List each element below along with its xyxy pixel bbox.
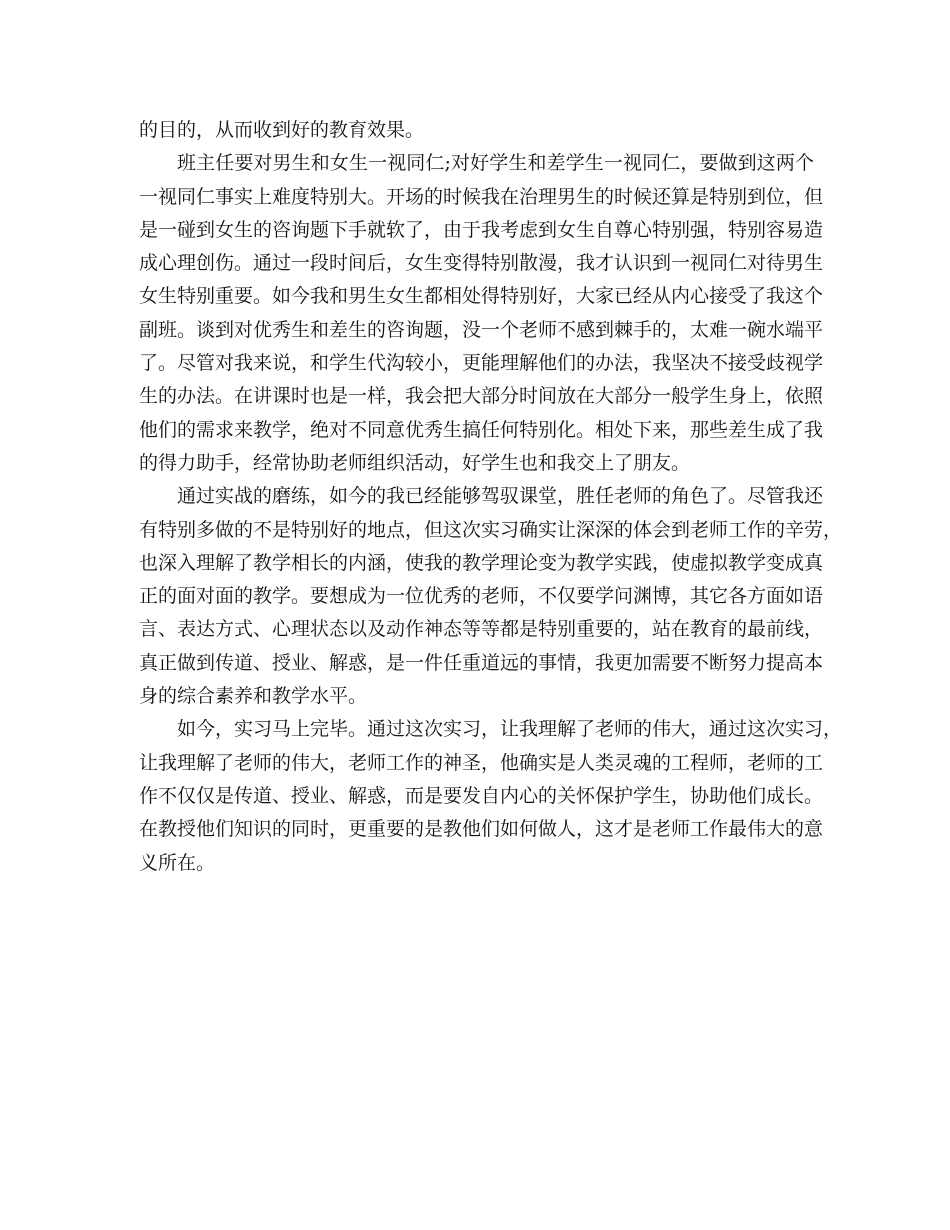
text-line: 是一碰到女生的咨询题下手就软了，由于我考虑到女生自尊心特别强，特别容易造 (139, 218, 824, 241)
text-line: 生的办法。在讲课时也是一样，我会把大部分时间放在大部分一般学生身上，依照 (139, 385, 824, 408)
text-line: 有特别多做的不是特别好的地点，但这次实习确实让深深的体会到老师工作的辛劳， (139, 518, 843, 541)
text-line: 言、表达方式、心理状态以及动作神态等等都是特别重要的，站在教育的最前线， (139, 618, 824, 641)
text-line: 副班。谈到对优秀生和差生的咨询题，没一个老师不感到棘手的，太难一碗水端平 (139, 318, 824, 341)
text-line: 的得力助手，经常协助老师组织活动，好学生也和我交上了朋友。 (139, 451, 691, 474)
text-line: 义所在。 (139, 851, 216, 874)
text-line: 真正做到传道、授业、解惑，是一件任重道远的事情，我更加需要不断努力提高本 (139, 651, 824, 674)
text-line: 如今，实习马上完毕。通过这次实习，让我理解了老师的伟大，通过这次实习， (177, 718, 843, 741)
text-line: 作不仅仅是传道、授业、解惑，而是要发自内心的关怀保护学生，协助他们成长。 (139, 784, 824, 807)
text-line: 也深入理解了教学相长的内涵，使我的教学理论变为教学实践，使虚拟教学变成真 (139, 551, 824, 574)
text-line: 在教授他们知识的同时，更重要的是教他们如何做人，这才是老师工作最伟大的意 (139, 818, 824, 841)
text-line: 班主任要对男生和女生一视同仁;对好学生和差学生一视同仁，要做到这两个 (177, 152, 814, 175)
text-line: 让我理解了老师的伟大，老师工作的神圣，他确实是人类灵魂的工程师，老师的工 (139, 751, 824, 774)
document-body (139, 114, 843, 880)
text-line: 了。尽管对我来说，和学生代沟较小，更能理解他们的办法，我坚决不接受歧视学 (139, 352, 824, 375)
text-line: 成心理创伤。通过一段时间后，女生变得特别散漫，我才认识到一视同仁对待男生 (139, 252, 824, 275)
text-line: 女生特别重要。如今我和男生女生都相处得特别好，大家已经从内心接受了我这个 (139, 285, 824, 308)
text-line: 身的综合素养和教学水平。 (139, 685, 368, 708)
text-line: 他们的需求来教学，绝对不同意优秀生搞任何特别化。相处下来，那些差生成了我 (139, 418, 824, 441)
text-line: 一视同仁事实上难度特别大。开场的时候我在治理男生的时候还算是特别到位，但 (139, 185, 824, 208)
text-line: 正的面对面的教学。要想成为一位优秀的老师，不仅要学问渊博，其它各方面如语 (139, 585, 824, 608)
text-line: 通过实战的磨练，如今的我已经能够驾驭课堂，胜任老师的角色了。尽管我还 (177, 485, 824, 508)
text-line: 的目的，从而收到好的教育效果。 (139, 119, 425, 141)
